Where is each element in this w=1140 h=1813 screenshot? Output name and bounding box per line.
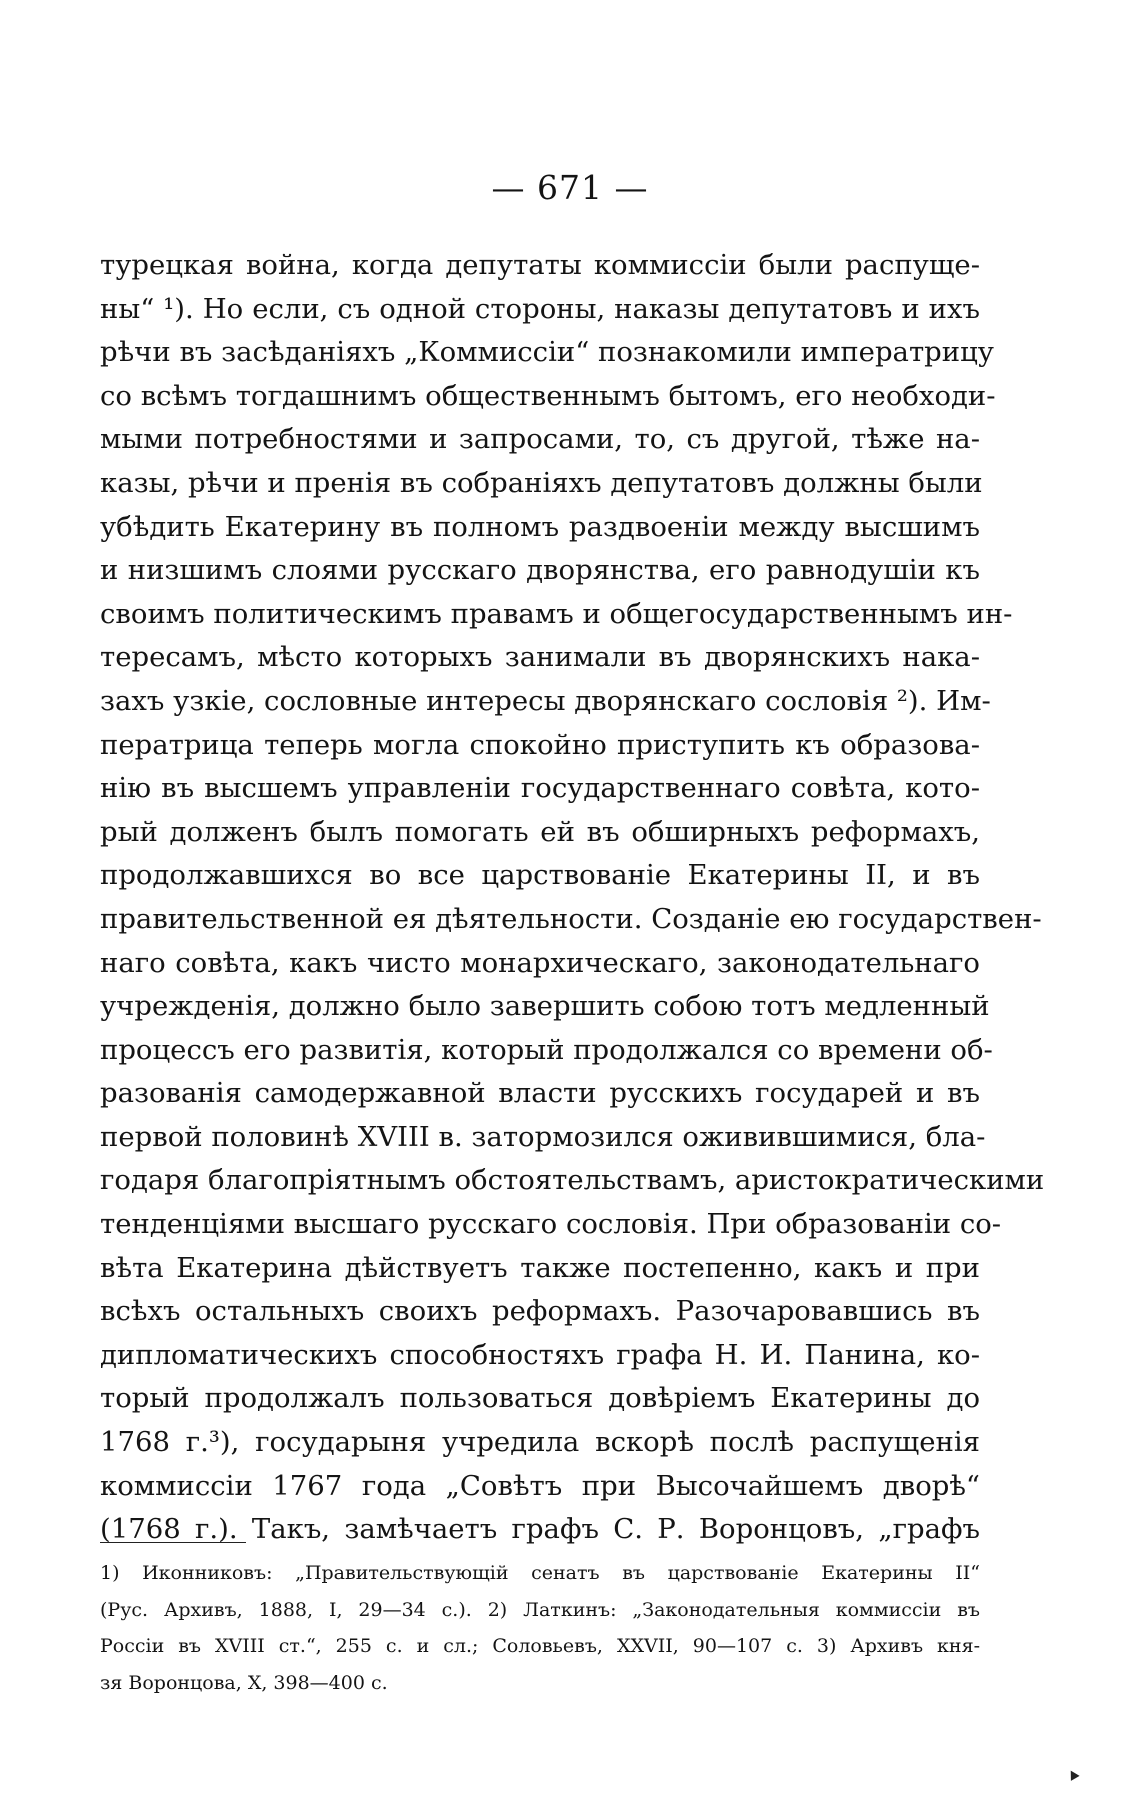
body-line: процессъ его развитiя, который продолжался со времени об- [100,1033,993,1066]
footnote-line: зя Воронцова, X, 398—400 с. [100,1671,388,1694]
body-line: ператрица теперь могла спокойно приступить къ образова- [100,728,980,761]
body-line: продолжавшихся во все царствованiе Екатерины II, и въ [100,859,980,892]
body-line: нiю въ высшемъ управленiи государственнаго совѣта, кото- [100,772,980,805]
body-line: наго совѣта, какъ чисто монархическаго, законодательнаго [100,946,980,979]
body-line: рѣчи въ засѣданiяхъ „Коммиссiи“ познакомили императрицу [100,336,994,369]
body-line: вѣта Екатерина дѣйствуетъ также постепенно, какъ и при [100,1251,980,1284]
footnote-divider [100,1542,246,1543]
body-line: дипломатическихъ способностяхъ графа Н. И. Панина, ко- [100,1338,980,1371]
body-line: турецкая война, когда депутаты коммиссiи были распуще- [100,249,980,281]
body-line: разованiя самодержавной власти русскихъ государей и въ [100,1077,980,1110]
body-line: первой половинѣ XVIII в. затормозился оживившимися, бла- [100,1120,986,1153]
body-line: и низшимъ слоями русскаго дворянства, его равнодушiи къ [100,554,980,587]
footnote-line: (Рус. Архивъ, 1888, I, 29—34 с.). 2) Латкинъ: „Законодательныя коммиссiи въ [100,1598,980,1621]
footnote-line: Россiи въ XVIII ст.“, 255 с. и сл.; Соловьевъ, XXVII, 90—107 с. 3) Архивъ кня- [100,1635,980,1657]
body-line: ны“ ¹). Но если, съ одной стороны, наказы депутатовъ и ихъ [100,292,980,325]
body-line: всѣхъ остальныхъ своихъ реформахъ. Разочаровавшись въ [100,1295,980,1328]
body-line: тенденцiями высшаго русскаго сословiя. При образованiи со- [100,1208,1002,1241]
body-text [100,244,1045,1552]
body-line: 1768 г.³), государыня учредила вскорѣ послѣ распущенiя [100,1426,980,1459]
body-line: правительственной ея дѣятельности. Созданiе ею государствен- [100,902,1042,935]
footnote-line: 1) Иконниковъ: „Правительствующiй сенатъ въ царствованiе Екатерины II“ [100,1562,980,1584]
body-line: тересамъ, мѣсто которыхъ занимали въ дворянскихъ нака- [100,641,980,674]
body-line: торый продолжалъ пользоваться довѣрiемъ Екатерины до [100,1382,980,1415]
body-line: со всѣмъ тогдашнимъ общественнымъ бытомъ, его необходи- [100,379,996,412]
body-line: своимъ политическимъ правамъ и общегосударственнымъ ин- [100,597,1013,630]
footnotes [100,1555,980,1701]
margin-mark-icon [1066,1768,1079,1781]
body-line: учрежденiя, должно было завершить собою тотъ медленный [100,990,990,1023]
page-number: — 671 — [491,168,649,207]
body-line: коммиссiи 1767 года „Совѣтъ при Высочайшемъ дворѣ“ [100,1469,980,1502]
body-line: рый долженъ былъ помогать ей въ обширныхъ реформахъ, [100,815,980,848]
body-line: захъ узкiе, сословные интересы дворянскаго сословiя ²). Им- [100,684,991,717]
body-line: убѣдить Екатерину въ полномъ раздвоенiи между высшимъ [100,510,980,543]
body-line: казы, рѣчи и пренiя въ собранiяхъ депутатовъ должны были [100,466,983,499]
body-line: мыми потребностями и запросами, то, съ другой, тѣже на- [100,423,980,456]
body-line: (1768 г.). Такъ, замѣчаетъ графъ С. Р. Воронцовъ, „графъ [100,1513,980,1546]
body-line: годаря благопрiятнымъ обстоятельствамъ, аристократическими [100,1164,1045,1197]
